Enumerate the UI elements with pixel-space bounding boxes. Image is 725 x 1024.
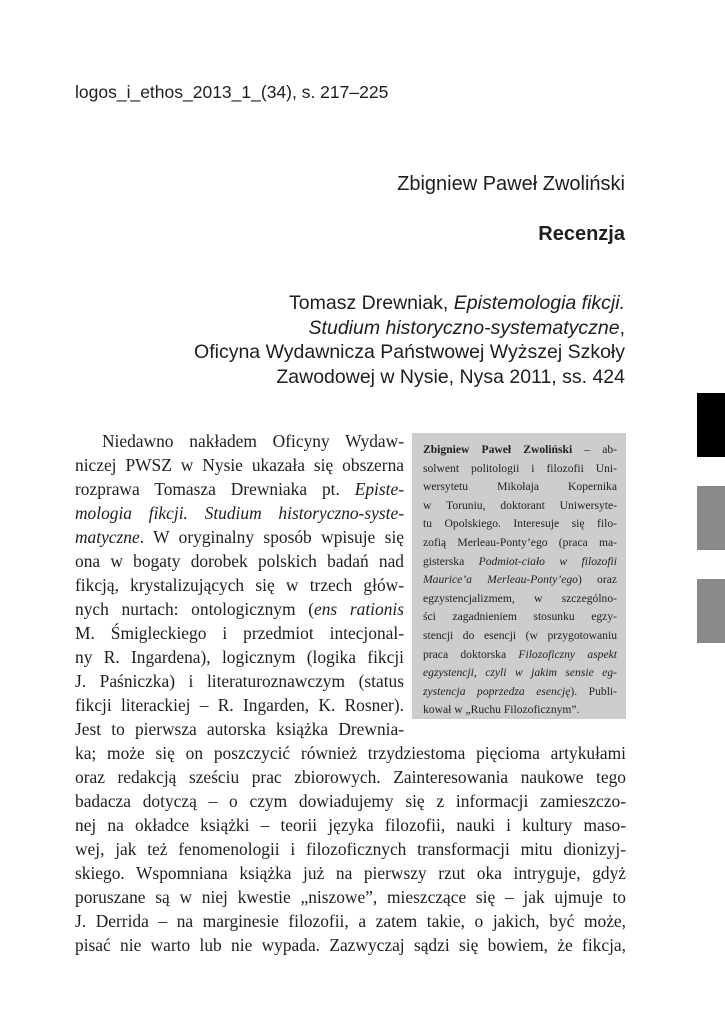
thumb-index-tab [697, 486, 725, 550]
bio-line: w Toruniu, doktorant Uniwersyte- [423, 498, 617, 512]
bio-name: Zbigniew Paweł Zwoliński [423, 443, 573, 456]
book-title: Episte- [354, 479, 404, 499]
body-line: poruszane są w niej kwestie „niszowe”, mieszczące się – jak ujmuje to [75, 887, 626, 907]
body-line: badacza dotyczą – o czym dowiadujemy się z informacji zamieszczo- [75, 791, 626, 811]
citation-line [194, 316, 625, 341]
citation-line: Zawodowej w Nysie, Nysa 2011, ss. 424 [276, 365, 625, 388]
bio-line: egzystencjalizmem, w szczególno- [423, 591, 617, 605]
bio-line [423, 683, 617, 702]
book-citation [194, 291, 625, 389]
bio-line: stencji do esencji (w przygotowaniu [423, 628, 617, 642]
book-title: matyczne [75, 527, 140, 547]
body-line: pisać nie warto lub nie wypada. Zazwyczaj sądzi się bowiem, że fikcja, [75, 935, 626, 955]
body-text: nych nurtach: ontologicznym ( [75, 599, 314, 619]
body-line: fikcją, krystalizujących się w trzech głów- [75, 575, 404, 595]
bio-text: – ab- [572, 443, 617, 456]
body-line [75, 503, 404, 524]
body-line: M. Śmigleckiego i przedmiot intecjonal- [75, 623, 404, 643]
citation-title: Epistemologia fikcji. [453, 292, 625, 314]
bio-line [423, 441, 617, 460]
citation-punct: , [619, 316, 625, 339]
bio-text: ) oraz [577, 573, 617, 587]
thumb-index-tab [697, 393, 725, 457]
bio-text: praca doktorska [423, 647, 519, 661]
body-line: ka; może się on poszczycić również trzydziestoma pięcioma artykułami [75, 743, 626, 763]
body-line [75, 527, 404, 548]
latin-term: ens rationis [314, 599, 404, 619]
body-line [75, 599, 404, 620]
bio-thesis-title: egzystencji, czyli w jakim sensie eg- [423, 666, 617, 680]
article-author: Zbigniew Paweł Zwoliński [397, 173, 625, 195]
body-line: J. Derrida – na marginesie filozofii, a zatem takie, o jakich, być może, [75, 911, 626, 931]
bio-thesis-title: zystencja poprzedza esencję [423, 684, 571, 698]
body-line [75, 479, 404, 500]
thumb-index-tab [697, 579, 725, 643]
citation-subtitle: Studium historyczno-systematyczne [308, 316, 620, 339]
body-line: Niedawno nakładem Oficyny Wydaw- [102, 431, 404, 451]
citation-line: Oficyna Wydawnicza Państwowej Wyższej Szkoły [194, 341, 625, 363]
body-line: niczej PWSZ w Nysie ukazała się obszerna [75, 455, 404, 475]
bio-line: kował w „Ruchu Filozoficznym”. [423, 703, 580, 717]
body-text: . W oryginalny sposób wpisuje się [139, 527, 404, 547]
body-line: wej, jak też fenomenologii i filozoficznych transformacji mitu dionizyj- [75, 839, 626, 859]
bio-line [423, 664, 617, 683]
body-line: J. Paśniczka) i literaturoznawczym (status [75, 671, 404, 691]
book-title: mologia fikcji. Studium historyczno-syste- [75, 503, 404, 523]
citation-author: Tomasz Drewniak, [289, 292, 454, 314]
author-bio-box [412, 433, 626, 719]
bio-line: tu Opolskiego. Interesuje się filo- [423, 517, 617, 531]
bio-line [423, 571, 617, 590]
body-line: fikcji literackiej – R. Ingarden, K. Rosner). [75, 695, 404, 715]
bio-line [423, 553, 617, 572]
bio-line: solwent politologii i filozofii Uni- [423, 461, 617, 475]
journal-reference: logos_i_ethos_2013_1_(34), s. 217–225 [75, 82, 389, 102]
bio-thesis-title: Filozoficzny aspekt [518, 647, 617, 661]
bio-text: gisterska [423, 554, 479, 568]
citation-line [194, 291, 625, 316]
bio-text: ). Publi- [570, 684, 617, 698]
bio-line: zofią Merleau-Ponty’ego (praca ma- [423, 535, 617, 549]
body-line: skiego. Wspomniana książka już na pierwszy rzut oka intryguje, gdyż [75, 863, 626, 883]
body-line: oraz redakcją sześciu prac zbiorowych. Zainteresowania naukowe tego [75, 767, 626, 787]
body-line: Jest to pierwsza autorska książka Drewnia- [75, 719, 404, 739]
body-line: ny R. Ingardena), logicznym (logika fikcji [75, 647, 404, 667]
bio-thesis-title: Maurice’a Merleau-Ponty’ego [423, 573, 578, 587]
section-title: Recenzja [538, 223, 625, 245]
body-line: nej na okładce książki – teorii języka filozofii, nauki i kultury maso- [75, 815, 626, 835]
bio-line: wersytetu Mikołaja Kopernika [423, 480, 617, 494]
bio-thesis-title: Podmiot-ciało w filozofii [478, 554, 617, 568]
body-text: rozprawa Tomasza Drewniaka pt. [75, 479, 355, 499]
body-line: ona w bogaty dorobek polskich badań nad [75, 551, 404, 571]
bio-line [423, 646, 617, 665]
bio-line: ści zagadnieniem stosunku egzy- [423, 610, 617, 624]
